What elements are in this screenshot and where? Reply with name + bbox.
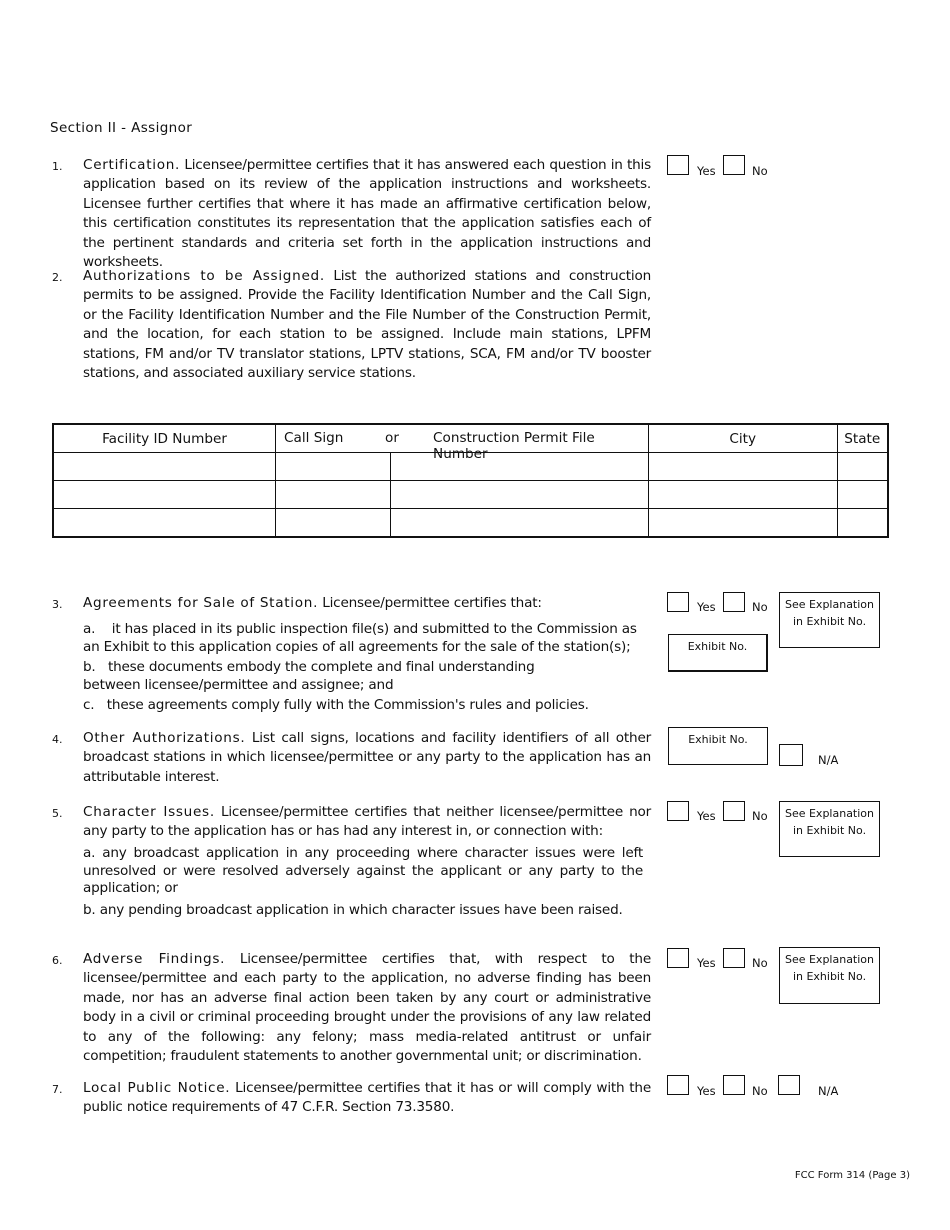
facility-id-input[interactable] [53,509,276,538]
item-3-yes-checkbox[interactable] [667,592,689,612]
facility-id-input[interactable] [53,481,276,509]
page-footer: FCC Form 314 (Page 3) [794,1170,910,1181]
item-6-yes-checkbox[interactable] [667,948,689,968]
header-callsign-or-cp [276,424,649,462]
item-6-text [83,950,651,1066]
item-5-no-checkbox[interactable] [723,801,745,821]
item-3-sub-c: c. these agreements comply fully with the Commission's rules and policies. [83,697,589,713]
item-5-yes-label: Yes [697,809,716,823]
item-5-number: 5. [52,807,63,820]
header-cp-file-number: Construction Permit File Number [433,430,595,462]
item-2-lead: Authorizations to be Assigned. [83,268,325,284]
item-3-exhibit-field[interactable]: Exhibit No. [668,634,768,672]
item-1-text [83,156,651,272]
item-5-body: Licensee/permittee certifies that neither licensee/permittee nor any party to the application has or has had any interest in, or connection with: [83,804,651,840]
item-4-exhibit-field[interactable]: Exhibit No. [668,727,768,765]
item-7-text [83,1079,651,1118]
item-4-number: 4. [52,733,63,746]
item-5-no-label: No [752,809,768,823]
item-7-no-checkbox[interactable] [723,1075,745,1095]
item-3-sub-b: b. these documents embody the complete and final understanding between licensee/permittee and assignee; and [83,659,535,693]
item-3-number: 3. [52,598,63,611]
item-7-na-checkbox[interactable] [778,1075,800,1095]
item-5-text [83,803,651,842]
header-city: City [648,424,837,453]
item-6-no-label: No [752,956,768,970]
item-1-yes-label: Yes [697,164,716,178]
item-3-no-label: No [752,600,768,614]
header-call-sign: Call Sign [284,430,344,446]
state-input[interactable] [837,509,888,538]
item-6-yes-label: Yes [697,956,716,970]
item-3-sub-a: a. it has placed in its public inspection file(s) and submitted to the Commission as an Exhibit to this application copies of all agreements for the sale of the station(s); [83,621,637,655]
item-1-body: Licensee/permittee certifies that it has answered each question in this application based on its review of the application instructions and worksheets. Licensee further certifies that where it has made an affirmative certification below, this certification constitutes its representation that the application satisfies each of the pertinent standards and criteria set forth in the application instructions and worksheets. [83,157,651,271]
item-6-body: Licensee/permittee certifies that, with respect to the licensee/permittee and each party to the application, no adverse finding has been made, nor has an adverse final action been taken by any court or administrative body in a civil or criminal proceeding brought under the provisions of any law related to any of the following: any felony; mass media-related antitrust or unfair competition; fraudulent statements to another governmental unit; or discrimination. [83,951,651,1065]
item-7-number: 7. [52,1083,63,1096]
item-7-yes-checkbox[interactable] [667,1075,689,1095]
table-row [53,509,888,538]
item-7-na-label: N/A [818,1084,839,1098]
item-4-body: List call signs, locations and facility identifiers of all other broadcast stations in which licensee/permittee or any party to the application has an attributable interest. [83,730,652,785]
stations-table [52,423,889,538]
call-sign-input[interactable] [276,509,391,538]
item-6-lead: Adverse Findings. [83,951,226,967]
item-1-no-checkbox[interactable] [723,155,745,175]
item-7-yes-label: Yes [697,1084,716,1098]
item-7-lead: Local Public Notice. [83,1080,231,1096]
call-sign-input[interactable] [276,481,391,509]
table-header-row [53,424,888,453]
item-4-text [83,729,651,787]
item-5-see-explanation-field[interactable]: See Explanation in Exhibit No. [779,801,880,857]
item-5-sub-b: b. any pending broadcast application in which character issues have been raised. [83,902,623,918]
city-input[interactable] [648,509,837,538]
state-input[interactable] [837,453,888,481]
item-5-lead: Character Issues. [83,804,215,820]
item-4-lead: Other Authorizations. [83,730,246,746]
item-3-body: Licensee/permittee certifies that: [318,595,542,611]
item-3-no-checkbox[interactable] [723,592,745,612]
item-7-body: Licensee/permittee certifies that it has or will comply with the public notice requirements of 47 C.F.R. Section 73.3580. [83,1080,651,1116]
cp-file-number-input[interactable] [390,509,648,538]
item-3-see-explanation-field[interactable]: See Explanation in Exhibit No. [779,592,880,648]
call-sign-input[interactable] [276,453,391,481]
item-7-no-label: No [752,1084,768,1098]
item-4-na-label: N/A [818,753,839,767]
city-input[interactable] [648,453,837,481]
table-row [53,481,888,509]
item-2-number: 2. [52,271,63,284]
item-6-no-checkbox[interactable] [723,948,745,968]
item-1-number: 1. [52,160,63,173]
item-6-see-explanation-field[interactable]: See Explanation in Exhibit No. [779,947,880,1004]
item-1-no-label: No [752,164,768,178]
item-4-na-checkbox[interactable] [779,744,803,766]
facility-id-input[interactable] [53,453,276,481]
header-or: or [385,430,399,446]
item-5-sub-a: a. any broadcast application in any proceeding where character issues were left unresolved or were resolved adversely against the applicant or any party to the application; or [83,845,643,896]
item-3-yes-label: Yes [697,600,716,614]
item-1-yes-checkbox[interactable] [667,155,689,175]
item-3-text [83,594,651,613]
cp-file-number-input[interactable] [390,481,648,509]
section-title: Section II - Assignor [50,120,193,136]
item-2-text [83,267,651,383]
item-6-number: 6. [52,954,63,967]
item-2-body: List the authorized stations and construction permits to be assigned. Provide the Facility Identification Number and the Call Sign, or the Facility Identification Number and the File Number of the Construction Permit, and the location, for each station to be assigned. Include main stations, LPFM stations, FM and/or TV translator stations, LPTV stations, SCA, FM and/or TV booster stations, and associated auxiliary service stations. [83,268,651,382]
state-input[interactable] [837,481,888,509]
item-3-lead: Agreements for Sale of Station. [83,595,319,611]
header-state: State [837,424,888,453]
item-5-yes-checkbox[interactable] [667,801,689,821]
city-input[interactable] [648,481,837,509]
item-1-lead: Certification. [83,157,181,173]
header-facility-id: Facility ID Number [53,424,276,453]
